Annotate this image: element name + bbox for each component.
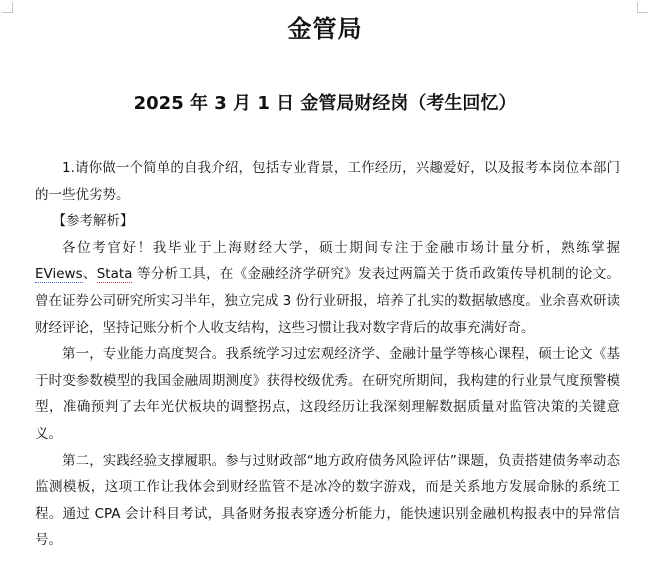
eviews-term: EViews bbox=[35, 266, 83, 283]
document-body bbox=[35, 155, 620, 554]
intro-text-b: 、 bbox=[82, 266, 97, 283]
answer-paragraph-first: 第一，专业能力高度契合。我系统学习过宏观经济学、金融计量学等核心课程，硕士论文《基于时变参数模型的我国金融周期测度》获得校级优秀。在研究所期间，我构建的行业景气度预警模型，准确预判了去年光伏板块的调整拐点，这段经历让我深刻理解数据质量对监管决策的关键意义。 bbox=[35, 346, 620, 442]
answer-paragraph-second: 第二，实践经验支撑履职。参与过财政部“地方政府债务风险评估”课题，负责搭建债务率动态监测模板，这项工作让我体会到财经监管不是冰冷的数字游戏，而是关系地方发展命脉的系统工程。通过 CPA 会计科目考试，具备财务报表穿透分析能力，能快速识别金融机构报表中的异常信号。 bbox=[35, 452, 620, 549]
answer-label: 【参考解析】 bbox=[52, 213, 134, 230]
intro-text-a: 各位考官好！我毕业于上海财经大学，硕士期间专注于金融市场计量分析，熟练掌握 bbox=[62, 239, 620, 256]
document-title: 金管局 bbox=[287, 15, 363, 43]
document-subtitle: 2025 年 3 月 1 日 金管局财经岗（考生回忆） bbox=[133, 93, 517, 114]
question-paragraph: 1.请你做一个简单的自我介绍，包括专业背景，工作经历，兴趣爱好，以及报考本岗位本部门的一些优劣势。 bbox=[35, 160, 620, 203]
stata-term: Stata bbox=[96, 266, 133, 283]
intro-text-c: 等分析工具，在《金融经济学研究》发表过两篇关于货币政策传导机制的论文。曾在证券公司研究所实习半年，独立完成 3 份行业研报，培养了扎实的数据敏感度。业余喜欢研读财经评论，坚持记账分析个人收支结构，这些习惯让我对数字背后的故事充满好奇。 bbox=[35, 266, 621, 336]
answer-paragraph-intro bbox=[35, 235, 620, 341]
